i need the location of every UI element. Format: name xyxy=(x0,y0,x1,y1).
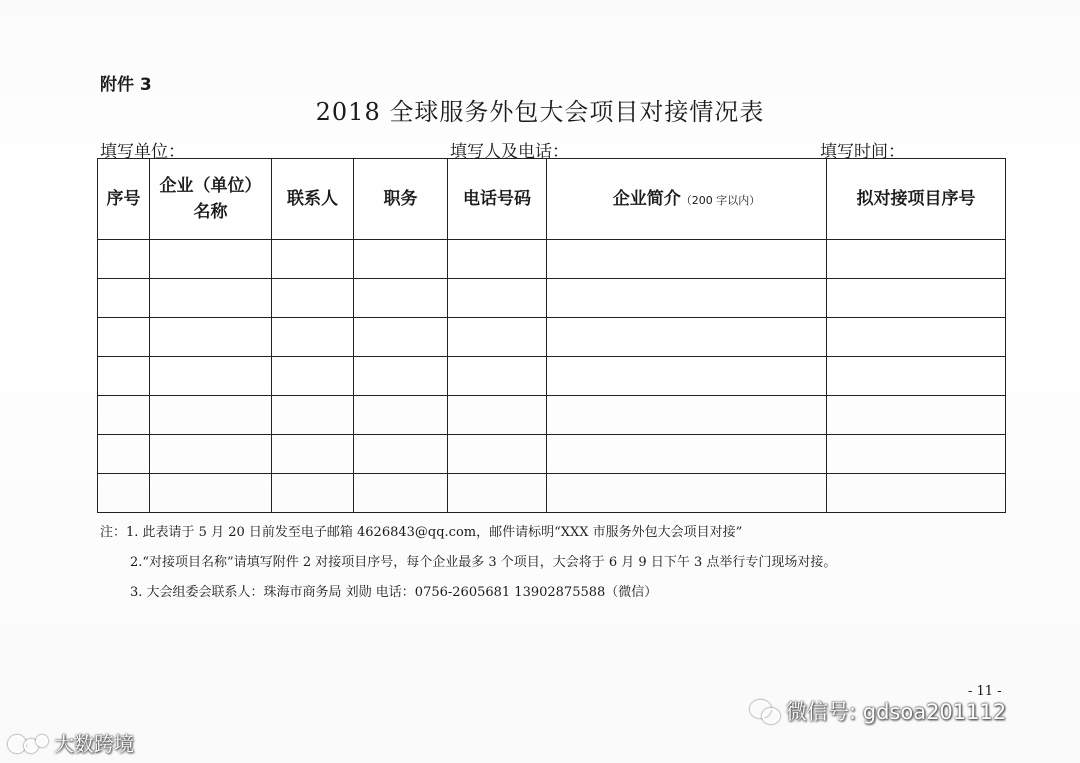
table-cell xyxy=(448,318,547,357)
table-cell xyxy=(547,357,827,396)
table-cell xyxy=(150,240,272,279)
table-cell xyxy=(448,240,547,279)
header-position: 职务 xyxy=(354,159,448,240)
table-cell xyxy=(150,279,272,318)
table-cell xyxy=(448,435,547,474)
note-line-2: 2.“对接项目名称”请填写附件 2 对接项目序号，每个企业最多 3 个项目，大会将于 6 月 9 日下午 3 点举行专门现场对接。 xyxy=(130,555,837,570)
table-cell xyxy=(150,396,272,435)
header-intro xyxy=(547,159,827,240)
table-row xyxy=(98,474,1006,513)
table-cell xyxy=(98,396,150,435)
table-cell xyxy=(448,474,547,513)
table-cell xyxy=(547,318,827,357)
brand-logo-icon xyxy=(6,731,50,755)
table-header-row xyxy=(98,159,1006,240)
table-cell xyxy=(354,435,448,474)
table-cell xyxy=(150,474,272,513)
note-line-3: 3. 大会组委会联系人：珠海市商务局 刘勋 电话：0756-2605681 13902875588（微信） xyxy=(130,585,658,600)
table-row xyxy=(98,240,1006,279)
table-cell xyxy=(547,279,827,318)
document-title: 2018 全球服务外包大会项目对接情况表 xyxy=(315,98,765,126)
table-row xyxy=(98,279,1006,318)
header-project-seq: 拟对接项目序号 xyxy=(827,159,1006,240)
table-cell xyxy=(547,474,827,513)
header-intro-note: （200 字以内） xyxy=(680,193,761,207)
wechat-icon xyxy=(750,698,780,724)
table-cell xyxy=(98,240,150,279)
note-line-1: 注：1. 此表请于 5 月 20 日前发至电子邮箱 4626843@qq.com，邮件请标明“XXX 市服务外包大会项目对接” xyxy=(100,525,743,540)
wechat-watermark-text: 微信号: gdsoa201112 xyxy=(786,700,1007,724)
table-cell xyxy=(150,435,272,474)
table-cell xyxy=(150,357,272,396)
table-cell xyxy=(827,474,1006,513)
table-cell xyxy=(448,396,547,435)
table-cell xyxy=(272,357,354,396)
table-body xyxy=(98,240,1006,513)
table-cell xyxy=(354,396,448,435)
page-number: - 11 - xyxy=(968,684,1002,699)
header-contact: 联系人 xyxy=(272,159,354,240)
table-cell xyxy=(98,474,150,513)
table-cell xyxy=(354,474,448,513)
header-company xyxy=(150,159,272,240)
table-cell xyxy=(150,318,272,357)
wechat-watermark xyxy=(750,696,1006,726)
table-cell xyxy=(354,240,448,279)
table-cell xyxy=(98,435,150,474)
notes xyxy=(100,518,836,608)
table-cell xyxy=(272,240,354,279)
brand-watermark xyxy=(6,728,134,757)
table-row xyxy=(98,318,1006,357)
attachment-label: 附件 3 xyxy=(100,75,152,95)
table-cell xyxy=(547,396,827,435)
fill-time-label: 填写时间： xyxy=(820,142,905,162)
table-cell xyxy=(827,279,1006,318)
table-cell xyxy=(827,357,1006,396)
header-company-line1: 企业（单位） xyxy=(159,175,262,196)
table-cell xyxy=(827,318,1006,357)
table-cell xyxy=(448,279,547,318)
table-cell xyxy=(98,279,150,318)
table-row xyxy=(98,396,1006,435)
table-cell xyxy=(354,357,448,396)
header-seq: 序号 xyxy=(98,159,150,240)
matching-table xyxy=(97,158,1006,513)
table-cell xyxy=(272,474,354,513)
table-cell xyxy=(272,318,354,357)
header-company-line2: 名称 xyxy=(193,202,228,222)
table-cell xyxy=(354,279,448,318)
header-phone: 电话号码 xyxy=(448,159,547,240)
table-cell xyxy=(354,318,448,357)
table-row xyxy=(98,357,1006,396)
table-cell xyxy=(827,396,1006,435)
fill-unit-label: 填写单位： xyxy=(100,142,185,162)
table-cell xyxy=(448,357,547,396)
table-cell xyxy=(827,435,1006,474)
table-row xyxy=(98,435,1006,474)
table-cell xyxy=(98,357,150,396)
table-cell xyxy=(98,318,150,357)
table-cell xyxy=(272,435,354,474)
table-cell xyxy=(547,240,827,279)
header-intro-label: 企业简介 xyxy=(612,188,681,209)
fill-contact-phone-label: 填写人及电话： xyxy=(450,142,569,162)
table-cell xyxy=(272,279,354,318)
table-cell xyxy=(272,396,354,435)
table-cell xyxy=(827,240,1006,279)
brand-watermark-text: 大数跨境 xyxy=(54,732,134,756)
table-cell xyxy=(547,435,827,474)
